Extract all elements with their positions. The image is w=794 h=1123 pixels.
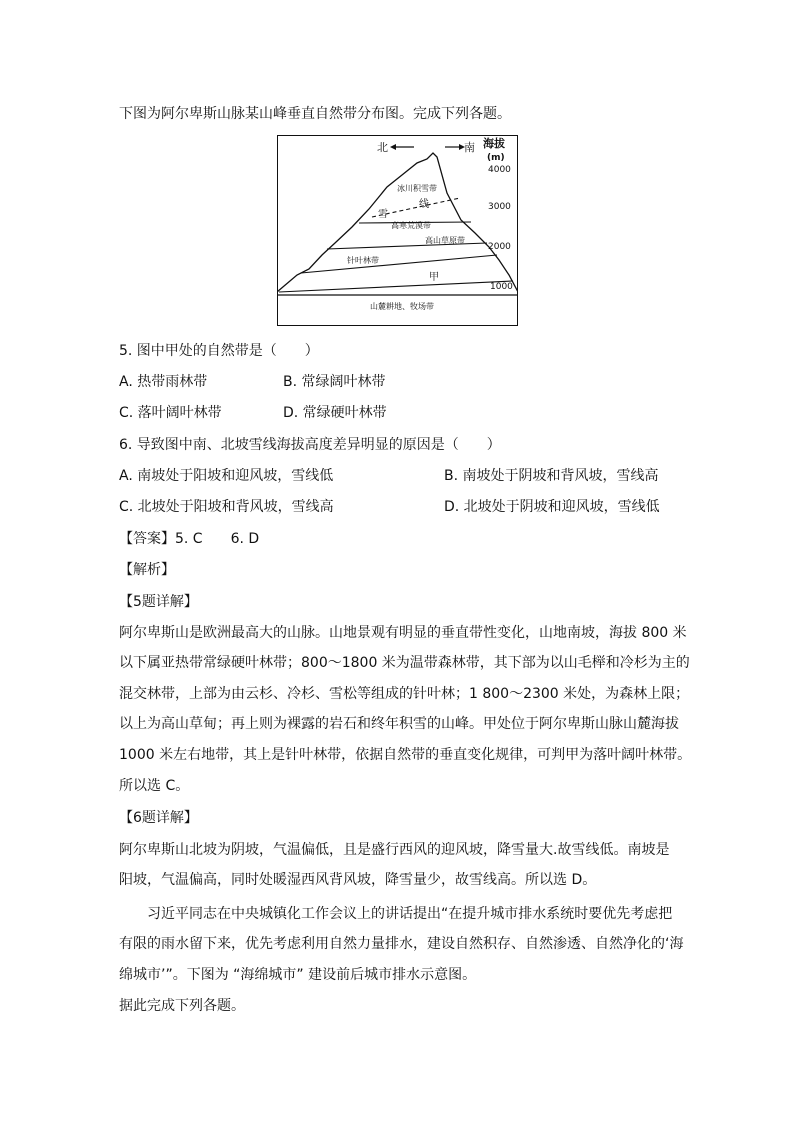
q5-detail-line: 混交林带，上部为由云杉、冷杉、雪松等组成的针叶林；1 800～2300 米处，为森林上限；: [119, 686, 690, 702]
intro-text: 下图为阿尔卑斯山脉某山峰垂直自然带分布图。完成下列各题。: [119, 106, 511, 122]
zone-glacier: 冰川积雪带: [397, 184, 437, 193]
unit-label: (m): [487, 153, 505, 163]
q5-detail-title: 【5题详解】: [119, 594, 198, 610]
q6-stem: 6. 导致图中南、北坡雪线海拔高度差异明显的原因是（ ）: [119, 437, 501, 453]
passage-line: 习近平同志在中央城镇化工作会议上的讲话提出“在提升城市排水系统时要优先考虑把: [147, 906, 673, 922]
q6-option-b: B. 南坡处于阴坡和背风坡，雪线高: [444, 468, 659, 484]
analysis-title: 【解析】: [119, 562, 175, 578]
q6-option-c: C. 北坡处于阳坡和背风坡，雪线高: [119, 499, 334, 515]
zone-base: 山麓耕地、牧场带: [370, 302, 434, 311]
q5-stem: 5. 图中甲处的自然带是（ ）: [119, 343, 319, 359]
q5-detail-line: 以下属亚热带常绿硬叶林带；800～1800 米为温带森林带，其下部为以山毛榉和冷杉为主的: [119, 655, 690, 671]
q6-detail-title: 【6题详解】: [119, 810, 198, 826]
q6-detail-line: 阳坡，气温偏高，同时处暖湿西风背风坡，降雪量少，故雪线高。所以选 D。: [119, 872, 597, 888]
tick-3000: 3000: [488, 202, 511, 212]
figure-frame: [278, 136, 518, 326]
passage-line: 绵城市’”。下图为 “海绵城市” 建设前后城市排水示意图。: [119, 967, 477, 983]
tick-1000: 1000: [490, 282, 513, 292]
q5-detail-line: 阿尔卑斯山是欧洲最高大的山脉。山地景观有明显的垂直带性变化，山地南坡，海拔 800 米: [119, 625, 687, 641]
zone-jia: 甲: [429, 272, 439, 283]
q5-option-d: D. 常绿硬叶林带: [283, 405, 387, 421]
q5-detail-line: 以上为高山草甸；再上则为裸露的岩石和终年积雪的山峰。甲处位于阿尔卑斯山脉山麓海拔: [119, 716, 679, 732]
zone-desert: 高寒荒漠带: [391, 221, 431, 230]
q6-option-d: D. 北坡处于阴坡和迎风坡，雪线低: [444, 499, 660, 515]
south-label: 南: [464, 141, 475, 154]
zone-meadow: 高山草原带: [425, 236, 465, 245]
passage-line: 据此完成下列各题。: [119, 998, 245, 1014]
q5-detail-line: 1000 米左右地带，其上是针叶林带，依据自然带的垂直变化规律，可判甲为落叶阔叶林带。: [119, 747, 692, 763]
zone-conifer: 针叶林带: [347, 256, 379, 265]
q6-detail-line: 阿尔卑斯山北坡为阴坡，气温偏低，且是盛行西风的迎风坡，降雪量大.故雪线低。南坡是: [119, 842, 670, 858]
north-label: 北: [377, 141, 388, 154]
tick-2000: 2000: [488, 242, 511, 252]
vertical-zone-diagram: [277, 135, 518, 326]
tick-4000: 4000: [488, 165, 511, 175]
q5-option-c: C. 落叶阔叶林带: [119, 405, 222, 421]
q5-option-a: A. 热带雨林带: [119, 374, 208, 390]
answer-line: 【答案】5. C 6. D: [119, 531, 260, 547]
q6-option-a: A. 南坡处于阳坡和迎风坡，雪线低: [119, 468, 334, 484]
q5-option-b: B. 常绿阔叶林带: [283, 374, 386, 390]
snowline-char-1: 雪: [378, 209, 388, 220]
passage-line: 有限的雨水留下来，优先考虑利用自然力量排水，建设自然积存、自然渗透、自然净化的‘海: [119, 936, 684, 952]
q5-detail-line: 所以选 C。: [119, 778, 190, 794]
snowline-char-2: 线: [419, 199, 429, 210]
altitude-label: 海拔: [483, 137, 505, 150]
